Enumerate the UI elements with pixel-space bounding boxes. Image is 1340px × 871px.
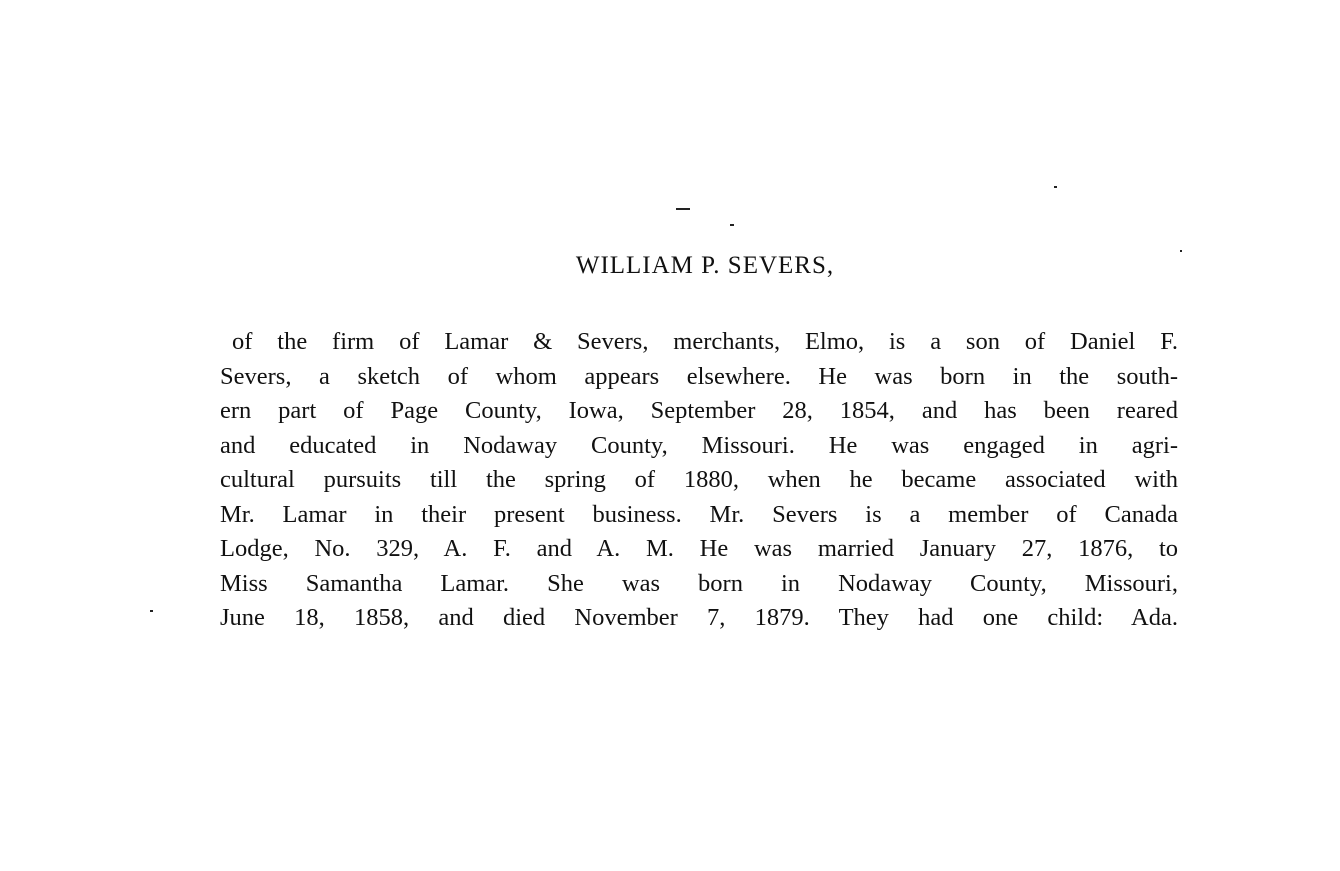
text-line: and educated in Nodaway County, Missouri. He was engaged in agri- (220, 431, 1178, 459)
scan-speck (150, 610, 153, 612)
scan-speck (1054, 186, 1057, 188)
text-line: Lodge, No. 329, A. F. and A. M. He was married January 27, 1876, to (220, 535, 1178, 562)
document-title: WILLIAM P. SEVERS, (575, 252, 835, 279)
scan-speck (676, 208, 690, 210)
text-line: of the firm of Lamar & Severs, merchants, Elmo, is a son of Daniel F. (232, 328, 1178, 355)
text-line: June 18, 1858, and died November 7, 1879. They had one child: Ada. (220, 604, 1178, 631)
biography-paragraph (220, 325, 1178, 636)
text-line: cultural pursuits till the spring of 1880, when he became associated with (220, 466, 1178, 493)
text-line: Severs, a sketch of whom appears elsewhere. He was born in the south- (220, 362, 1178, 390)
text-line: Miss Samantha Lamar. She was born in Nodaway County, Missouri, (220, 569, 1178, 597)
scan-speck (730, 224, 734, 226)
text-line: Mr. Lamar in their present business. Mr. Severs is a member of Canada (220, 500, 1178, 528)
text-line: ern part of Page County, Iowa, September 28, 1854, and has been reared (220, 397, 1178, 424)
